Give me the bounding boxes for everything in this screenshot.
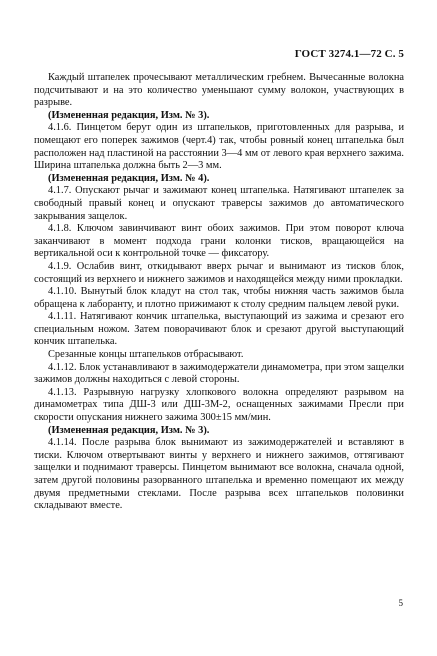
- paragraph: 4.1.14. После разрыва блок вынимают из зажимодержателей и вставляют в тиски. Ключом отвертывают винты у верхнего и нижнего зажимов, оттягивают защелки и поднимают траверсы. Пинцетом вынимают все волокна, сначала одной, затем другой половины разорванного штапелька и временно помещают их между двумя предметными стеклами. После разрыва всех штапельков половинки складывают вместе.: [34, 437, 404, 512]
- paragraph: 4.1.11. Натягивают кончик штапелька, выступающий из зажима и срезают его специальным ножом. Затем поворачивают блок и срезают другой выступающий кончик штапелька.: [34, 311, 404, 348]
- paragraph: 4.1.6. Пинцетом берут один из штапельков, приготовленных для разрыва, и помещают его поперек зажимов (черт.4) так, чтобы ровный конец штапелька был расположен над пластиной на расстоянии 3—4 мм от левого края верхнего зажима. Ширина штапелька должна быть 2—3 мм.: [34, 122, 404, 172]
- paragraph: 4.1.13. Разрывную нагрузку хлопкового волокна определяют разрывом на динамометрах типа ДШ-3 или ДШ-3М-2, оснащенных зажимами Пресли при скорости опускания нижнего зажима 300±15 мм/мин.: [34, 386, 404, 424]
- amendment-note: (Измененная редакция, Изм. № 3).: [48, 109, 210, 121]
- paragraph: Срезанные концы штапельков отбрасывают.: [48, 349, 244, 361]
- page-header: ГОСТ 3274.1—72 С. 5: [294, 48, 404, 60]
- page-number: 5: [398, 598, 403, 608]
- amendment-note: (Измененная редакция, Изм. № 3).: [48, 424, 210, 436]
- amendment-note: (Измененная редакция, Изм. № 4).: [48, 172, 210, 184]
- paragraph: 4.1.9. Ослабив винт, откидывают вверх рычаг и вынимают из тисков блок, состоящий из верхнего и нижнего зажимов и находящейся между ними прокладки.: [34, 260, 404, 285]
- document-body: [34, 72, 404, 513]
- paragraph: 4.1.12. Блок устанавливают в зажимодержатели динамометра, при этом защелки зажимов должны находиться с левой стороны.: [34, 361, 405, 386]
- paragraph: 4.1.7. Опускают рычаг и зажимают конец штапелька. Натягивают штапелек за свободный правый конец и опускают траверсы зажимов до автоматического закрывания защелок.: [34, 185, 404, 222]
- paragraph: Каждый штапелек прочесывают металлическим гребнем. Вычесанные волокна подсчитывают и на это количество уменьшают сумму волокон, участвующих в разрыве.: [34, 72, 404, 109]
- paragraph: 4.1.8. Ключом завинчивают винт обоих зажимов. При этом поворот ключа заканчивают в момент подхода грани колонки тисков, вращающейся на вертикальной оси к контрольной точке — фиксатору.: [34, 223, 404, 260]
- paragraph: 4.1.10. Вынутый блок кладут на стол так, чтобы нижняя часть зажимов была обращена к лаборанту, и плотно прижимают к столу средним пальцем левой руки.: [34, 286, 404, 310]
